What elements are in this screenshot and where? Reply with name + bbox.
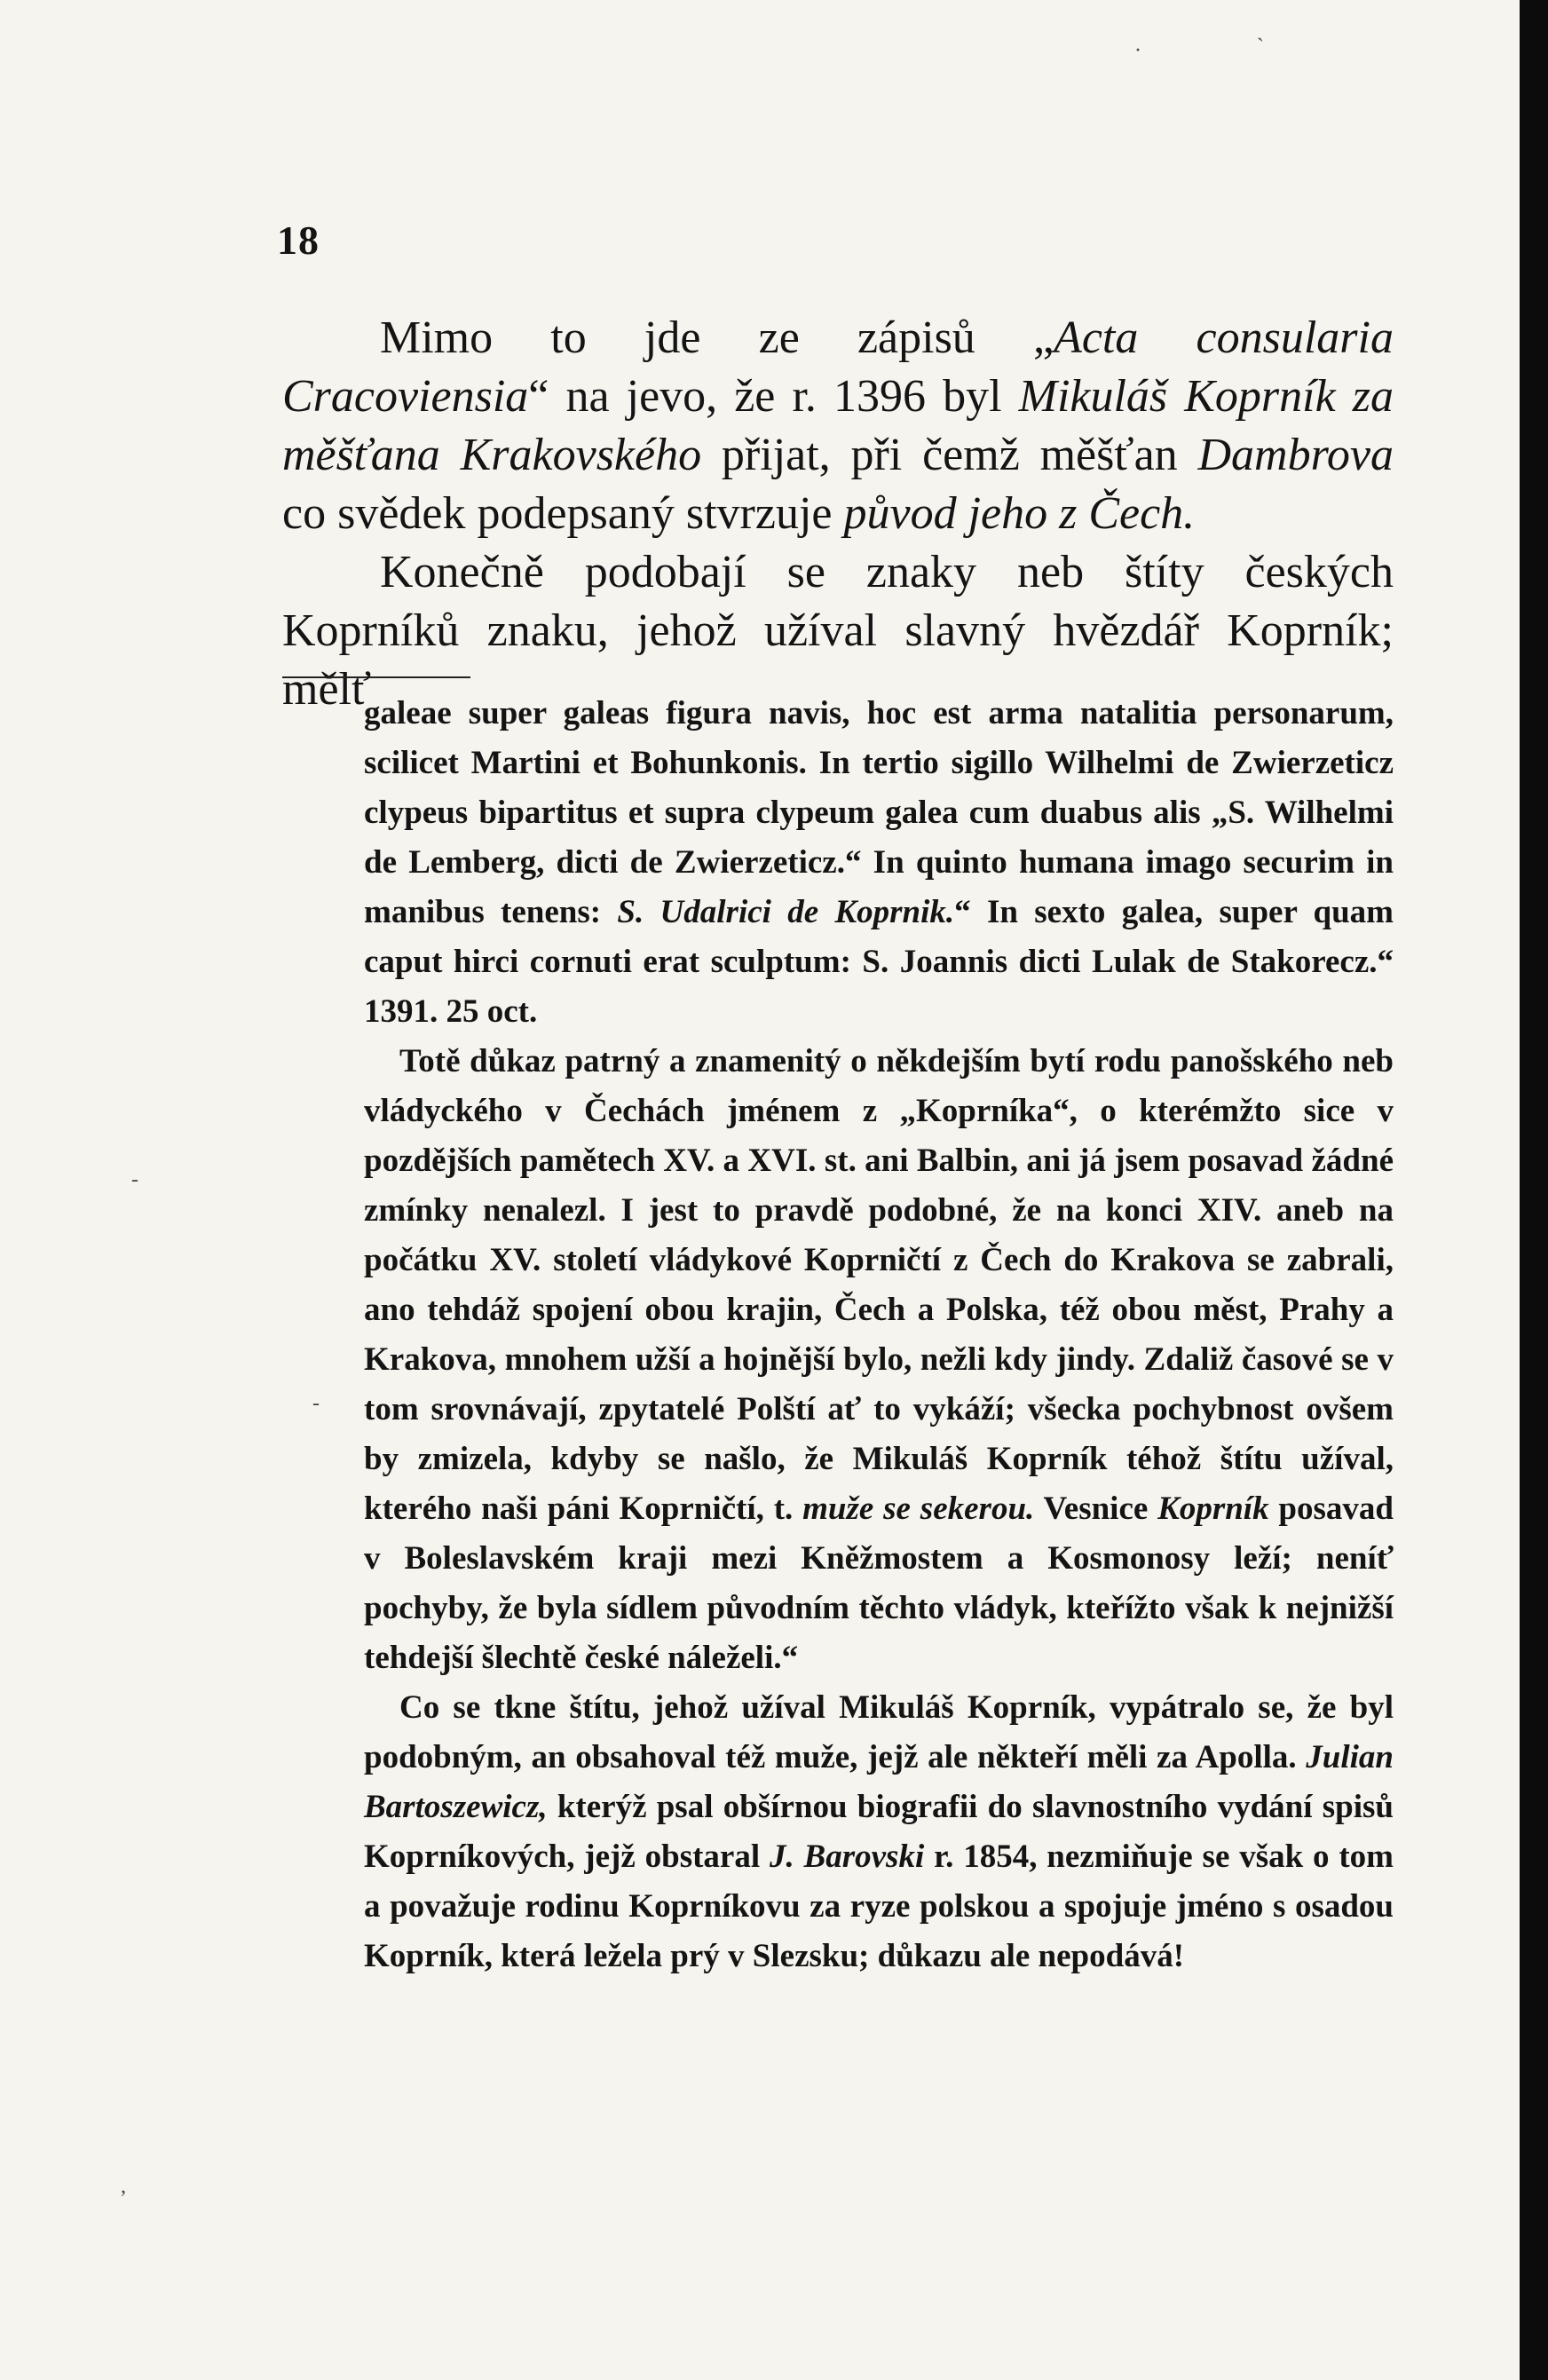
italic-span: Koprník xyxy=(1157,1490,1269,1527)
paragraph-acta-consularia xyxy=(282,309,1394,543)
text-span: r. 1854, nezmiňuje se však o tom a považuje rodinu Koprníkovu za ryze polskou a spojuje jméno s osadou Koprník, která ležela prý v Slezsku; důkazu ale nepodává! xyxy=(364,1838,1394,1974)
text-span: galeae super galeas figura navis, hoc est arma natalitia personarum, scilicet Martini et Bohunkonis. In tertio sigillo Wilhelmi de Zwierzeticz clypeus bipartitus et supra clypeum galea cum duabus alis „S. Wilhelmi de Lemberg, dicti de Zwierzeticz.“ In quinto humana imago securim in manibus tenens: xyxy=(364,695,1394,930)
footnote-divider xyxy=(282,676,470,678)
text-span: Totě důkaz patrný a znamenitý o někdejším bytí rodu panošského neb vládyckého v Čechách jménem z „Koprníka“, o kterémžto sice v pozdějších pamětech XV. a XVI. st. ani Balbin, ani já jsem posavad žádné zmínky nenalezl. I jest to pravdě podobné, že na konci XIV. aneb na počátku XV. století vládykové Koprničtí z Čech do Krakova se zabrali, ano tehdáž spojení obou krajin, Čech a Polska, též obou měst, Prahy a Krakova, mnohem užší a hojnější bylo, nežli kdy jindy. Zdaliž časové se v tom srovnávají, zpytatelé Polští ať to vykáží; všecka pochybnost ovšem by zmizela, kdyby se našlo, že Mikuláš Koprník téhož štítu užíval, kterého naši páni Koprničtí, t. xyxy=(364,1043,1394,1527)
italic-span: S. Udalrici de Koprnik. xyxy=(617,894,955,930)
italic-span: muže se sekerou. xyxy=(802,1490,1035,1527)
text-span: posavad v Boleslavském kraji mezi Kněžmostem a Kosmonosy leží; neníť pochyby, že byla sídlem původním těchto vládyk, kteřížto však k nejnižší tehdejší šlechtě české náleželi.“ xyxy=(364,1490,1394,1676)
footnote-paragraph-galeae xyxy=(364,689,1394,1037)
italic-span: J. Barovski xyxy=(769,1838,925,1875)
speck-mark: ` xyxy=(1257,36,1264,59)
text-span: co svědek podepsaný stvrzuje xyxy=(282,488,844,539)
italic-span: Julian Bartoszewicz, xyxy=(364,1739,1394,1825)
footnote-paragraph-co-se-tkne xyxy=(364,1683,1394,1981)
text-span: “ na jevo, že r. 1396 byl xyxy=(528,371,1019,422)
speck-mark: - xyxy=(312,1392,320,1415)
italic-span: Dambrova xyxy=(1197,430,1394,480)
text-span: “ In sexto galea, super quam caput hirci cornuti erat sculptum: S. Joannis dicti Lulak de Stakorecz.“ 1391. 25 oct. xyxy=(364,894,1394,1030)
page-number: 18 xyxy=(277,217,320,263)
scan-edge xyxy=(1520,0,1548,2380)
footnote-block xyxy=(364,689,1394,1981)
italic-span: Acta consularia Cracoviensia xyxy=(282,312,1394,422)
text-span: Vesnice xyxy=(1034,1490,1158,1527)
speck-mark: , xyxy=(121,2175,126,2198)
italic-span: Mikuláš Koprník za měšťana Krakovského xyxy=(282,371,1394,480)
text-span: Co se tkne štítu, jehož užíval Mikuláš Koprník, vypátralo se, že byl podobným, an obsahoval též muže, jejž ale někteří měli za Apolla. xyxy=(364,1689,1394,1775)
speck-mark: · xyxy=(1134,39,1141,62)
speck-mark: - xyxy=(131,1168,138,1191)
italic-span: původ jeho z Čech. xyxy=(843,488,1196,539)
text-span: přijat, při čemž měšťan xyxy=(701,430,1198,480)
main-text xyxy=(282,309,1394,719)
text-span: Konečně podobají se znaky neb štíty českých Koprníků znaku, jehož užíval slavný hvězdář Koprník; mělť xyxy=(282,547,1394,715)
footnote-paragraph-tote xyxy=(364,1037,1394,1683)
text-span: kterýž psal obšírnou biografii do slavnostního vydání spisů Koprníkových, jejž obstaral xyxy=(364,1789,1394,1875)
text-span: Mimo to jde ze zápisů „ xyxy=(380,312,1054,363)
